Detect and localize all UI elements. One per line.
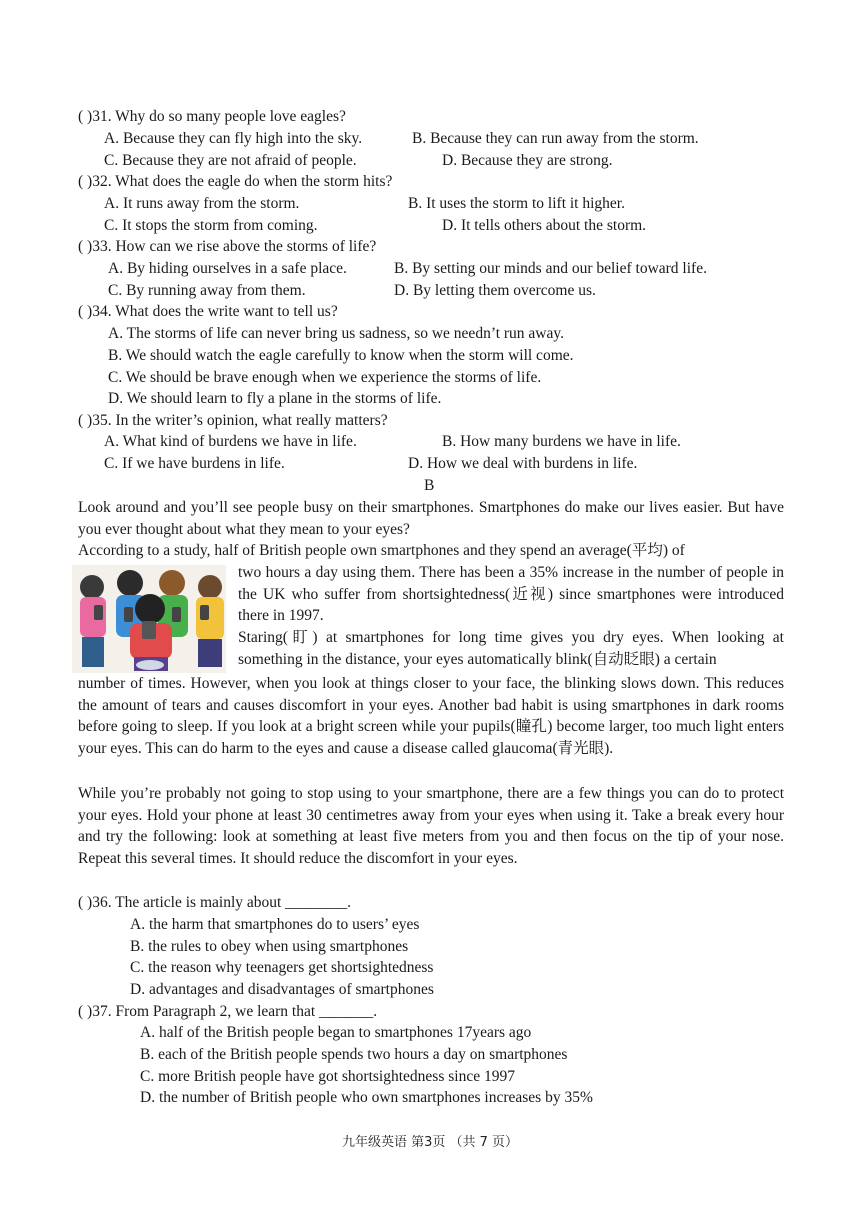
question-33-option-c: C. By running away from them.: [108, 282, 306, 299]
question-31-option-a: A. Because they can fly high into the sky.: [104, 130, 363, 147]
question-34-stem: ( )34. What does the write want to tell us?: [78, 303, 338, 320]
smartphone-users-illustration: [72, 565, 226, 673]
passage-paragraph-3-rest: number of times. However, when you look at things closer to your face, the blinking slows down. This reduces the amount of tears and causes discomfort in your eyes. Another bad habit is using smartphones in dark rooms before going to sleep. If you look at a bright screen while your pupils(瞳孔) become larger, too much light enters your eyes. This can do harm to the eyes and cause a disease called glaucoma(青光眼).: [78, 675, 784, 758]
question-33-option-b: B. By setting our minds and our belief toward life.: [394, 260, 707, 277]
question-32-option-c: C. It stops the storm from coming.: [104, 217, 318, 234]
question-36-option-c: C. the reason why teenagers get shortsightedness: [130, 959, 434, 976]
question-36-option-a: A. the harm that smartphones do to users’ eyes: [130, 916, 420, 933]
passage-paragraph-4: While you’re probably not going to stop using to your smartphone, there are a few things you can do to protect your eyes. Hold your phone at least 30 centimetres away from your eyes when using it. Take a break every hour and try the following: look at something at least five meters from you and then focus on the tip of your nose. Repeat this several times. It should reduce the discomfort in your eyes.: [78, 785, 784, 868]
question-31-option-b: B. Because they can run away from the storm.: [412, 130, 699, 147]
question-32-option-b: B. It uses the storm to lift it higher.: [408, 195, 625, 212]
question-35-stem: ( )35. In the writer’s opinion, what really matters?: [78, 412, 388, 429]
passage-paragraph-2-wrapped: two hours a day using them. There has been a 35% increase in the number of people in the UK who suffer from shortsightedness(近视) since smartphones were introduced there in 1997.: [238, 564, 784, 625]
question-32-option-d: D. It tells others about the storm.: [442, 217, 647, 234]
question-34-option-a: A. The storms of life can never bring us sadness, so we needn’t run away.: [108, 325, 564, 342]
question-36-stem: ( )36. The article is mainly about ________.: [78, 894, 352, 911]
question-37-option-c: C. more British people have got shortsightedness since 1997: [140, 1068, 515, 1085]
question-33-option-d: D. By letting them overcome us.: [394, 282, 596, 299]
question-35-option-c: C. If we have burdens in life.: [104, 455, 285, 472]
question-37-option-d: D. the number of British people who own smartphones increases by 35%: [140, 1089, 593, 1106]
question-34-option-c: C. We should be brave enough when we experience the storms of life.: [108, 369, 542, 386]
passage-paragraph-1: Look around and you’ll see people busy on their smartphones. Smartphones do make our lives easier. But have you ever thought about what they mean to your eyes?: [78, 499, 784, 538]
question-36-option-d: D. advantages and disadvantages of smartphones: [130, 981, 434, 998]
question-32-option-a: A. It runs away from the storm.: [104, 195, 300, 212]
question-32-stem: ( )32. What does the eagle do when the storm hits?: [78, 173, 393, 190]
passage-paragraph-2-first-line: According to a study, half of British people own smartphones and they spend an average(平均) of: [78, 542, 685, 559]
question-31-stem: ( )31. Why do so many people love eagles?: [78, 108, 346, 125]
page-footer: 九年级英语 第3页 （共 7 页）: [341, 1135, 519, 1150]
question-35-option-d: D. How we deal with burdens in life.: [408, 455, 638, 472]
question-37-option-a: A. half of the British people began to smartphones 17years ago: [140, 1024, 532, 1041]
question-37-option-b: B. each of the British people spends two hours a day on smartphones: [140, 1046, 568, 1063]
question-36-option-b: B. the rules to obey when using smartphones: [130, 938, 409, 955]
question-31-option-d: D. Because they are strong.: [442, 152, 613, 169]
question-34-option-b: B. We should watch the eagle carefully to know when the storm will come.: [108, 347, 574, 364]
passage-paragraph-3-wrapped: Staring(盯) at smartphones for long time gives you dry eyes. When looking at something in the distance, your eyes automatically blink(自动眨眼) a certain: [238, 629, 784, 668]
question-34-option-d: D. We should learn to fly a plane in the storms of life.: [108, 390, 442, 407]
question-37-stem: ( )37. From Paragraph 2, we learn that _______.: [78, 1003, 378, 1020]
question-35-option-a: A. What kind of burdens we have in life.: [104, 433, 357, 450]
section-b-heading: B: [424, 477, 435, 494]
question-33-option-a: A. By hiding ourselves in a safe place.: [108, 260, 347, 277]
question-33-stem: ( )33. How can we rise above the storms of life?: [78, 238, 377, 255]
question-31-option-c: C. Because they are not afraid of people.: [104, 152, 357, 169]
question-35-option-b: B. How many burdens we have in life.: [442, 433, 681, 450]
